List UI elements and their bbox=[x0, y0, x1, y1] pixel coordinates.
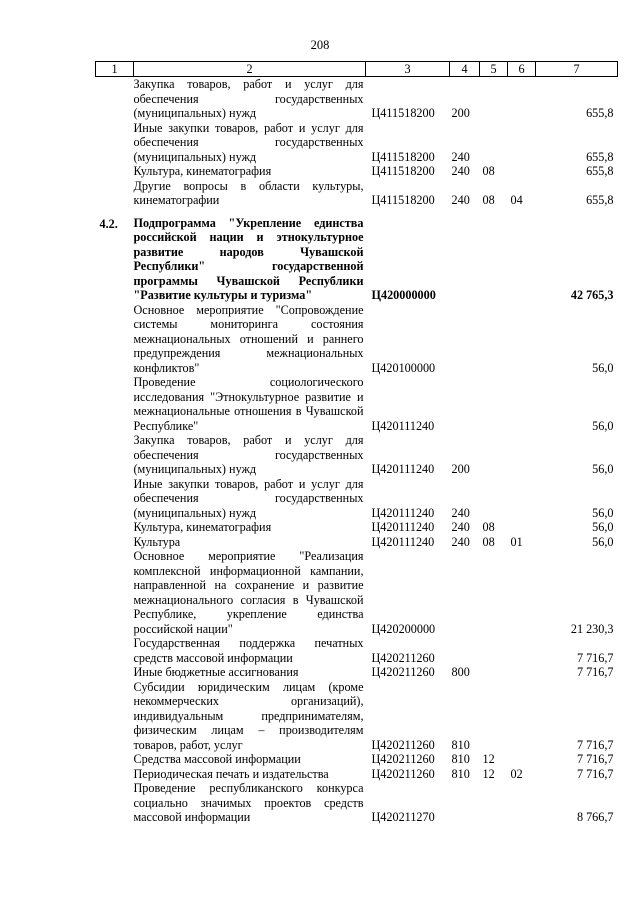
column-header-7: 7 bbox=[536, 62, 618, 77]
expense-type-code bbox=[450, 303, 480, 376]
table-row bbox=[96, 303, 618, 376]
column-header-4: 4 bbox=[450, 62, 480, 77]
table-row bbox=[96, 375, 618, 433]
table-body bbox=[96, 77, 618, 825]
subsection-code bbox=[508, 164, 536, 179]
row-name: Культура, кинематография bbox=[133, 520, 272, 534]
row-number bbox=[96, 781, 134, 825]
section-code bbox=[480, 477, 508, 521]
column-header-5: 5 bbox=[480, 62, 508, 77]
row-name: Иные закупки товаров, работ и услуг для обеспечения государственных (муниципальных) нужд bbox=[133, 120, 364, 164]
row-number: 4.2. bbox=[99, 216, 118, 231]
row-number bbox=[96, 477, 134, 521]
expense-type-code: 240 bbox=[451, 193, 470, 207]
row-name: Закупка товаров, работ и услуг для обеспечения государственных (муниципальных) нужд bbox=[133, 77, 364, 120]
amount: 7 716,7 bbox=[576, 752, 614, 766]
expense-type-code: 240 bbox=[451, 149, 470, 164]
row-name: Государственная поддержка печатных средств массовой информации bbox=[133, 636, 364, 665]
row-number bbox=[96, 636, 134, 665]
expense-type-code bbox=[450, 375, 480, 433]
row-name: Основное мероприятие "Реализация комплексной информационной кампании, направленной на сохранение и развитие межнационального согласия в Чувашской Республике, укрепление единства российской нации" bbox=[133, 549, 364, 636]
expense-type-code bbox=[450, 549, 480, 636]
table-row bbox=[96, 665, 618, 680]
row-number bbox=[96, 535, 134, 550]
table-row bbox=[96, 477, 618, 521]
table-row bbox=[96, 77, 618, 121]
amount: 56,0 bbox=[592, 360, 614, 375]
section-code bbox=[480, 781, 508, 825]
column-header-2: 2 bbox=[134, 62, 366, 77]
row-name: Культура bbox=[133, 534, 181, 549]
row-name: Иные закупки товаров, работ и услуг для обеспечения государственных (муниципальных) нужд bbox=[133, 476, 364, 520]
subsection-code bbox=[508, 665, 536, 680]
target-code: Ц420211260 bbox=[371, 737, 435, 752]
section-code: 12 bbox=[482, 766, 495, 781]
row-number bbox=[96, 665, 134, 680]
amount: 655,8 bbox=[586, 106, 614, 120]
row-number bbox=[96, 375, 134, 433]
row-name: Проведение республиканского конкурса социально значимых проектов средств массовой информации bbox=[133, 781, 364, 824]
section-code bbox=[480, 680, 508, 753]
expense-type-code: 240 bbox=[451, 505, 470, 520]
amount: 56,0 bbox=[592, 505, 614, 520]
amount: 7 716,7 bbox=[576, 665, 614, 679]
section-code: 08 bbox=[482, 520, 495, 534]
header-row bbox=[96, 62, 618, 77]
row-name: Основное мероприятие "Сопровождение системы мониторинга состояния межнациональных отношений и раннего предупреждения межнациональных конфликтов" bbox=[133, 302, 364, 375]
row-name: Проведение социологического исследования "Этнокультурное развитие и межнациональные отношения в Чувашской Республике" bbox=[133, 375, 364, 433]
expense-type-code bbox=[450, 781, 480, 825]
target-code: Ц420211260 bbox=[371, 665, 435, 679]
expense-type-code: 810 bbox=[451, 766, 470, 781]
row-name: Периодическая печать и издательства bbox=[133, 766, 329, 781]
row-name: Подпрограмма "Укрепление единства российской нации и этнокультурное развитие народов Чувашской Республики" государственной программы Чувашской Республики "Развитие культуры и туризма" bbox=[133, 215, 364, 302]
subsection-code bbox=[508, 549, 536, 636]
section-code bbox=[480, 77, 508, 121]
amount: 655,8 bbox=[586, 149, 614, 164]
target-code: Ц420111240 bbox=[371, 505, 435, 520]
subsection-code: 01 bbox=[510, 534, 523, 549]
column-header-3: 3 bbox=[366, 62, 450, 77]
table-row bbox=[96, 535, 618, 550]
budget-table bbox=[95, 61, 618, 825]
subsection-code bbox=[508, 433, 536, 477]
section-code: 08 bbox=[482, 534, 495, 549]
table-row bbox=[96, 752, 618, 767]
table-row bbox=[96, 781, 618, 825]
target-code: Ц420000000 bbox=[371, 288, 436, 302]
expense-type-code: 810 bbox=[451, 752, 470, 766]
expense-type-code: 800 bbox=[451, 665, 470, 679]
expense-type-code: 240 bbox=[451, 520, 470, 534]
subsection-code bbox=[508, 752, 536, 767]
table-row bbox=[96, 680, 618, 753]
table-row bbox=[96, 179, 618, 208]
table-row bbox=[96, 433, 618, 477]
subsection-code bbox=[508, 636, 536, 665]
table-row bbox=[96, 121, 618, 165]
expense-type-code bbox=[450, 216, 480, 303]
amount: 56,0 bbox=[592, 462, 614, 476]
amount: 7 716,7 bbox=[576, 650, 614, 665]
subsection-code bbox=[508, 121, 536, 165]
expense-type-code: 240 bbox=[451, 164, 470, 178]
row-number bbox=[96, 433, 134, 477]
target-code: Ц420111240 bbox=[371, 534, 435, 549]
subsection-code bbox=[508, 680, 536, 753]
section-code bbox=[480, 375, 508, 433]
target-code: Ц420100000 bbox=[371, 360, 436, 375]
amount: 655,8 bbox=[586, 193, 614, 207]
spacer-cell bbox=[96, 208, 618, 216]
subsection-code bbox=[508, 520, 536, 535]
table-row bbox=[96, 767, 618, 782]
expense-type-code: 200 bbox=[451, 106, 470, 120]
column-header-6: 6 bbox=[508, 62, 536, 77]
amount: 7 716,7 bbox=[576, 766, 614, 781]
amount: 7 716,7 bbox=[576, 737, 614, 752]
section-code bbox=[480, 121, 508, 165]
expense-type-code: 240 bbox=[451, 534, 470, 549]
section-code: 08 bbox=[482, 164, 495, 178]
row-name: Культура, кинематография bbox=[133, 164, 272, 178]
target-code: Ц420200000 bbox=[371, 621, 436, 636]
subsection-code: 02 bbox=[510, 766, 523, 781]
section-code bbox=[480, 216, 508, 303]
subsection-code bbox=[508, 216, 536, 303]
subsection-code bbox=[508, 781, 536, 825]
amount: 21 230,3 bbox=[570, 621, 614, 636]
table-row bbox=[96, 164, 618, 179]
row-name: Средства массовой информации bbox=[133, 752, 301, 766]
target-code: Ц420111240 bbox=[371, 462, 435, 476]
row-number bbox=[96, 164, 134, 179]
row-number bbox=[96, 303, 134, 376]
amount: 42 765,3 bbox=[570, 288, 614, 302]
row-number bbox=[96, 752, 134, 767]
subsection-code bbox=[508, 77, 536, 121]
subsection-code bbox=[508, 375, 536, 433]
subsection-code bbox=[508, 477, 536, 521]
target-code: Ц411518200 bbox=[371, 193, 435, 207]
section-code bbox=[480, 303, 508, 376]
target-code: Ц411518200 bbox=[371, 106, 435, 120]
target-code: Ц411518200 bbox=[371, 149, 435, 164]
target-code: Ц420211270 bbox=[371, 810, 435, 824]
target-code: Ц420111240 bbox=[371, 418, 435, 433]
page-number: 208 bbox=[310, 38, 330, 52]
section-code bbox=[480, 665, 508, 680]
subsection-code: 04 bbox=[510, 193, 523, 207]
row-name: Иные бюджетные ассигнования bbox=[133, 665, 299, 679]
target-code: Ц420211260 bbox=[371, 650, 435, 665]
section-code: 12 bbox=[482, 752, 495, 766]
amount: 8 766,7 bbox=[576, 810, 614, 824]
row-number bbox=[96, 680, 134, 753]
row-number bbox=[96, 767, 134, 782]
amount: 655,8 bbox=[586, 164, 614, 178]
table-row bbox=[96, 520, 618, 535]
row-name: Закупка товаров, работ и услуг для обеспечения государственных (муниципальных) нужд bbox=[133, 433, 364, 476]
amount: 56,0 bbox=[592, 520, 614, 534]
table-row bbox=[96, 549, 618, 636]
section-code bbox=[480, 549, 508, 636]
row-number bbox=[96, 179, 134, 208]
expense-type-code: 810 bbox=[451, 737, 470, 752]
row-number bbox=[96, 549, 134, 636]
table-row bbox=[96, 636, 618, 665]
subsection-code bbox=[508, 303, 536, 376]
target-code: Ц411518200 bbox=[371, 164, 435, 178]
expense-type-code: 200 bbox=[451, 462, 470, 476]
amount: 56,0 bbox=[592, 534, 614, 549]
section-code bbox=[480, 433, 508, 477]
table-row bbox=[96, 216, 618, 303]
expense-type-code bbox=[450, 636, 480, 665]
target-code: Ц420111240 bbox=[371, 520, 435, 534]
row-name: Субсидии юридическим лицам (кроме некоммерческих организаций), индивидуальным предпринимателям, физическим лицам – производителям товаров, работ, услуг bbox=[133, 679, 364, 752]
section-code bbox=[480, 636, 508, 665]
row-number bbox=[96, 121, 134, 165]
row-name: Другие вопросы в области культуры, кинематографии bbox=[133, 178, 364, 207]
target-code: Ц420211260 bbox=[371, 766, 435, 781]
row-number bbox=[96, 77, 134, 121]
column-header-1: 1 bbox=[96, 62, 134, 77]
row-number bbox=[96, 520, 134, 535]
row-spacer bbox=[96, 208, 618, 216]
target-code: Ц420211260 bbox=[371, 752, 435, 766]
section-code: 08 bbox=[482, 193, 495, 207]
amount: 56,0 bbox=[592, 418, 614, 433]
table-header bbox=[96, 62, 618, 77]
